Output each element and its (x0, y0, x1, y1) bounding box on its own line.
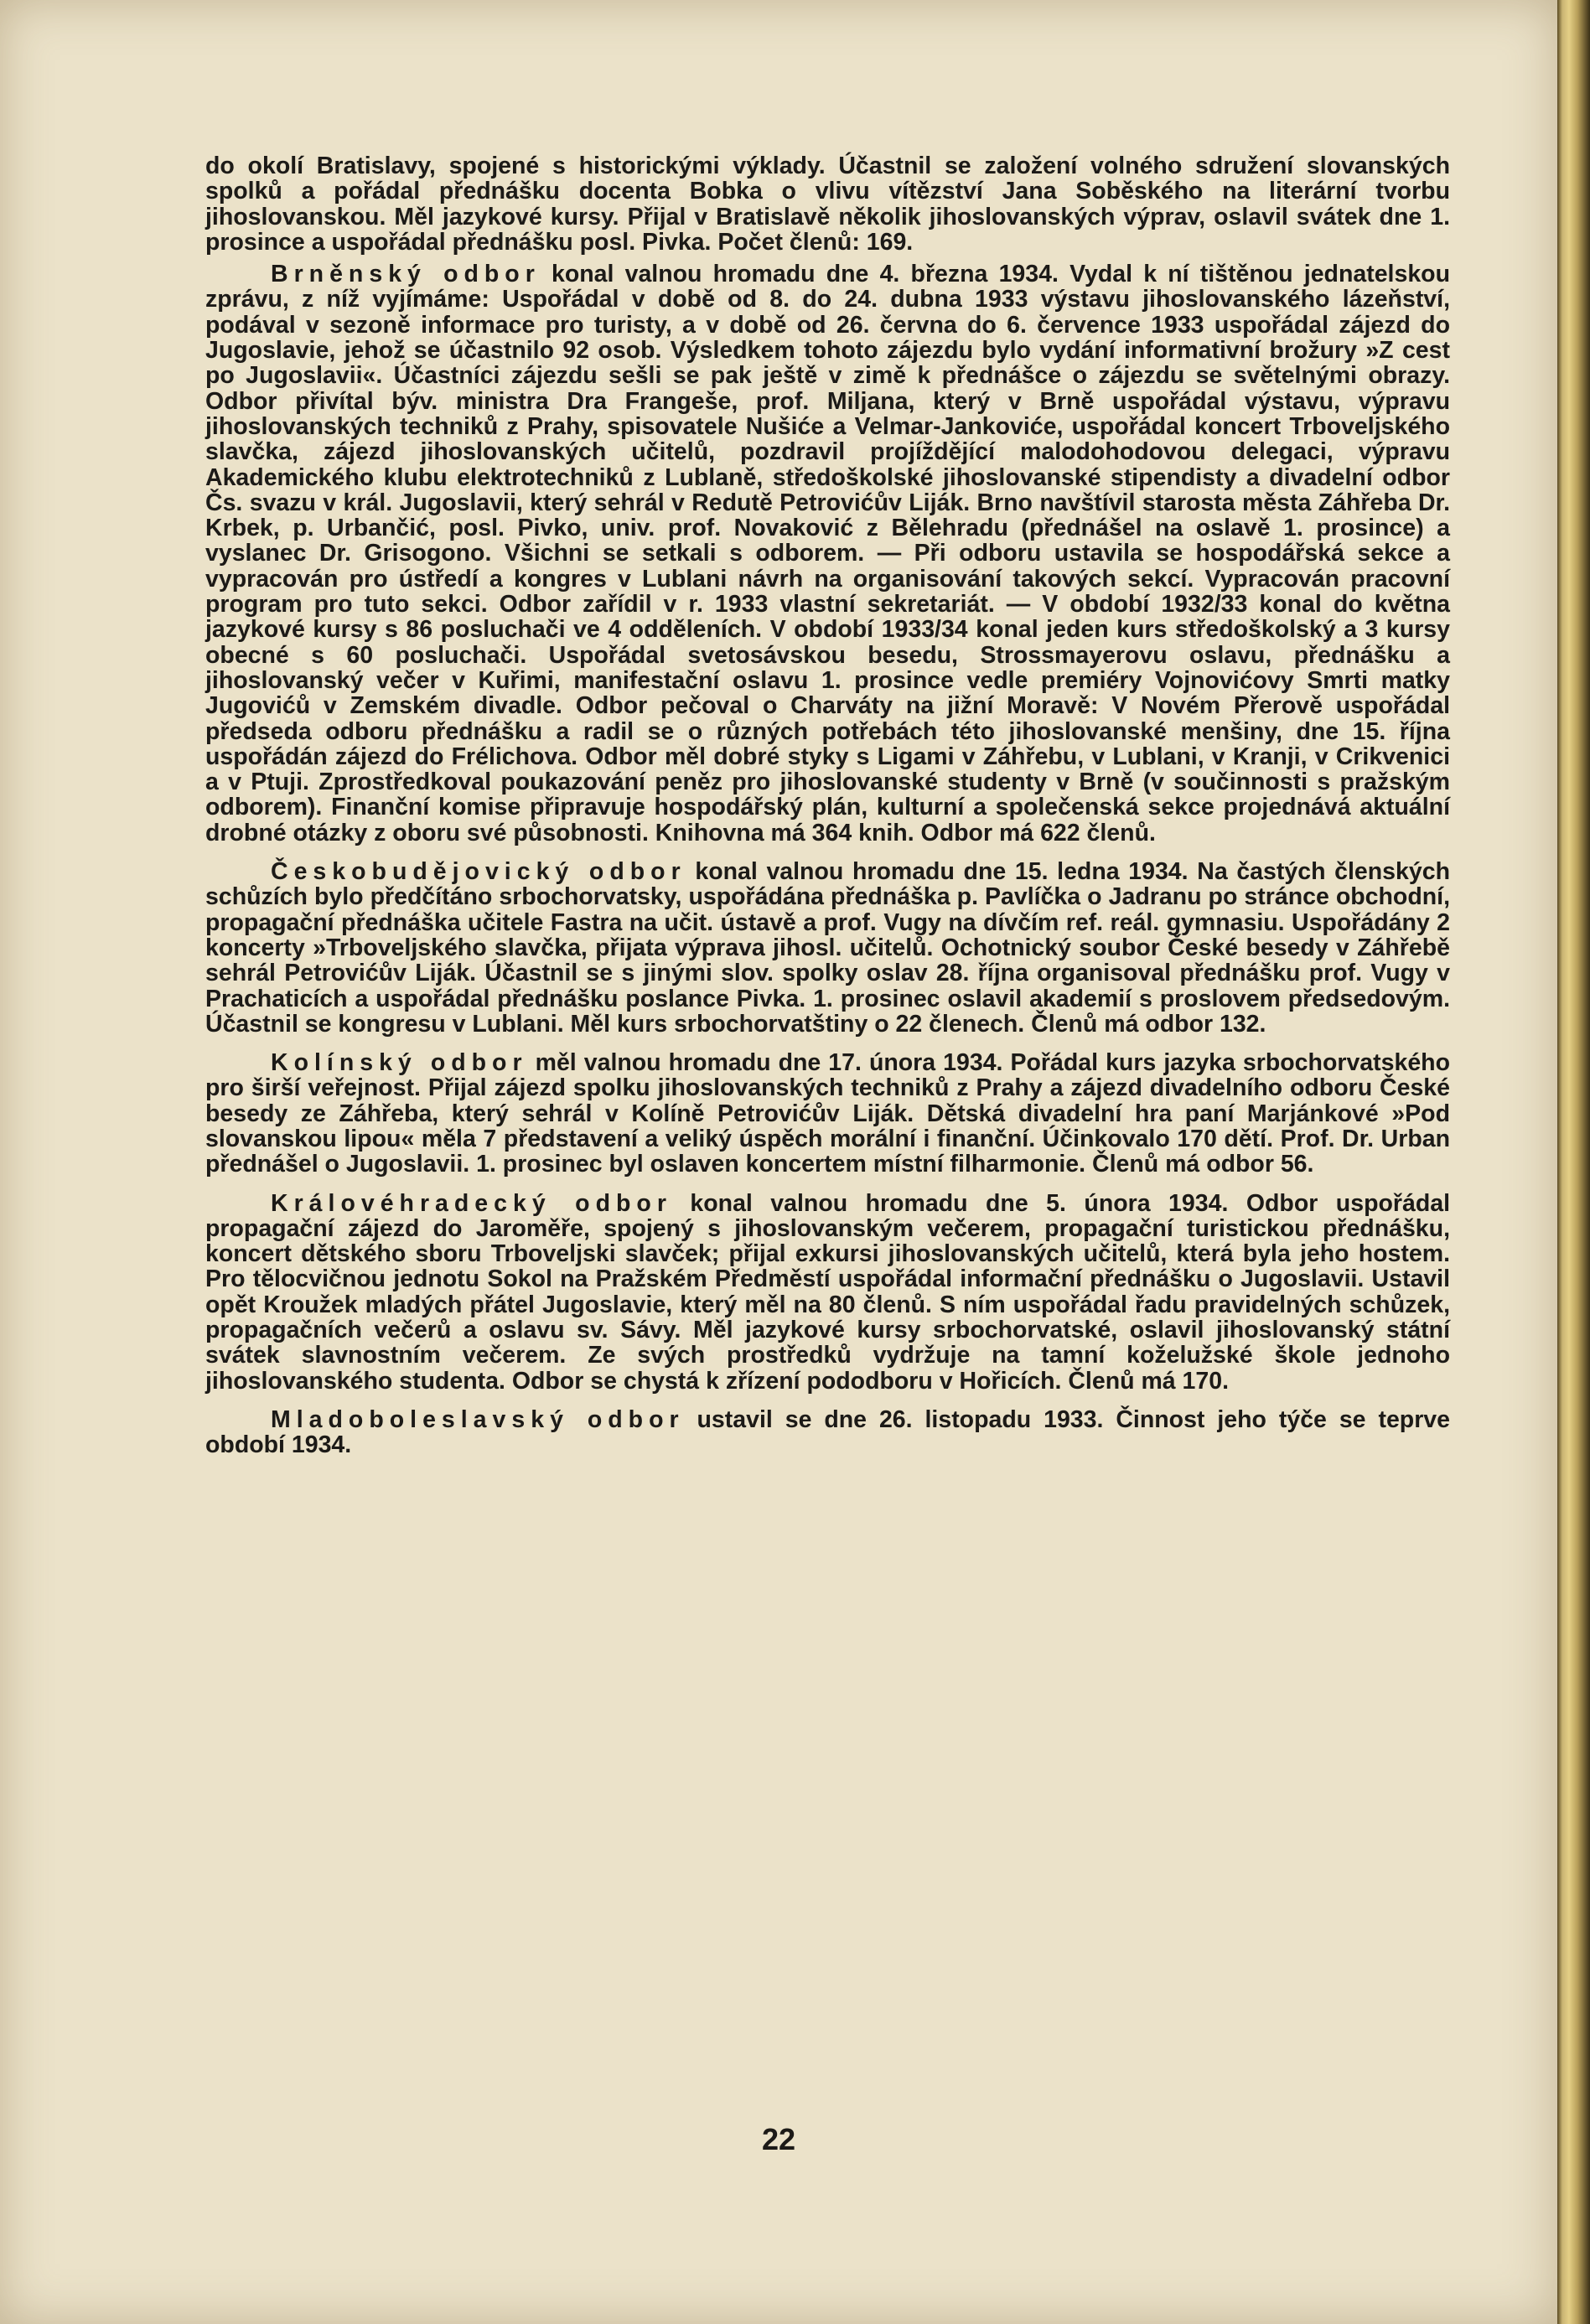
section-lead-mlada-boleslav: Mladoboleslavský odbor (271, 1405, 685, 1433)
paragraph-text: konal valnou hromadu dne 4. března 1934. Vydal k ní tištěnou jednatelskou zprávu, z níž vyjímáme: Uspořádal v době od 8. do 24. dubna 1933 výstavu jihoslovanského lázeňství, podával v sezoně informace pro turisty, a v době od 26. června do 6. července 1933 uspořádal zájezd do Jugoslavie, jehož se účastnilo 92 osob. Výsledkem tohoto zájezdu bylo vydání informativní brožury »Z cest po Jugoslavii«. Účastníci zájezdu sešli se pak ještě v zimě k přednášce o zájezdu se světelnými obrazy. Odbor přivítal býv. ministra Dra Frangeše, prof. Miljana, který v Brně uspořádal výstavu, výpravu jihoslovanských techniků z Prahy, spisovatele Nušiće a Velmar-Jankoviće, uspořádal koncert Trboveljského slavčka, zájezd jihoslovanských učitelů, pozdravil projíždějící malodohodovou delegaci, výpravu Akademického klubu elektrotechniků z Lublaně, středoškolské jihoslovanské stipendisty a divadelní odbor Čs. svazu v král. Jugoslavii, který sehrál v Redutě Petrovićův Liják. Brno navštívil starosta města Záhřeba Dr. Krbek, p. Urbančić, posl. Pivko, univ. prof. Novaković z Bělehradu (přednášel na oslavě 1. prosince) a vyslanec Dr. Grisogono. Všichni se setkali s odborem. — Při odboru ustavila se hospodářská sekce a vypracován pro ústředí a kongres v Lublani návrh na organisování takových sekcí. Vypracován pracovní program pro tuto sekci. Odbor zařídil v r. 1933 vlastní sekretariát. — V období 1932/33 konal do května jazykové kursy s 86 posluchači ve 4 odděleních. V období 1933/34 konal jeden kurs středoškolský a 3 kursy obecné s 60 posluchači. Uspořádal svetosávskou besedu, Strossmayerovu oslavu, přednášku a jihoslovanský večer v Kuřimi, manifestační oslavu 1. prosince vedle premiéry Vojnovićovy Smrti matky Jugovićů v Zemském divadle. Odbor pečoval o Charváty na jižní Moravě: V Novém Přerově uspořádal předseda odboru přednášku a radil se o různých potřebách této jihoslovanské menšiny, dne 15. října uspořádán zájezd do Frélichova. Odbor měl dobré styky s Ligami v Záhřebu, v Lublani, v Kranji, v Crikvenici a v Ptuji. Zprostředkoval poukazování peněz pro jihoslovanské studenty v Brně (v součinnosti s pražským odborem). Finanční komise připravuje hospodářský plán, kulturní a společenská sekce projednává aktuální drobné otázky z oboru své působnosti. Knihovna má 364 knih. Odbor má 622 členů. (205, 261, 1450, 846)
paragraph-ceske-budejovice (205, 859, 1450, 1037)
paragraph-text: konal valnou hromadu dne 15. ledna 1934. Na častých členských schůzích bylo předčítáno srbochorvatsky, uspořádána přednáška p. Pavlíčka o Jadranu po stránce obchodní, propagační přednáška učitele Fastra na učit. ústavě a prof. Vugy na dívčím ref. reál. gymnasiu. Uspořádány 2 koncerty »Trboveljského slavčka, přijata výprava jihosl. učitelů. Ochotnický soubor České besedy v Záhřebě sehrál Petrovićův Liják. Účastnil se s jinými slov. spolky oslav 28. října organisoval přednášku prof. Vugy v Prachaticích a uspořádal přednášku poslance Pivka. 1. prosinec oslavil akademií s proslovem předsedovým. Účastnil se kongresu v Lublani. Měl kurs srbochorvatštiny o 22 členech. Členů má odbor 132. (205, 858, 1450, 1038)
paragraph-mlada-boleslav (205, 1407, 1450, 1458)
paragraph-bratislava-continued (205, 153, 1450, 255)
paragraph-hradec-kralove (205, 1191, 1450, 1394)
section-lead-ceske-budejovice: Českobudějovický odbor (271, 858, 686, 886)
paragraph-text: ustavil se dne 26. listopadu 1933. Činnost jeho týče se teprve období 1934. (205, 1405, 1450, 1459)
paragraph-kolin (205, 1050, 1450, 1177)
report-text (205, 153, 1450, 1472)
paragraph-text: měl valnou hromadu dne 17. února 1934. Pořádal kurs jazyka srbochorvatského pro širší veřejnost. Přijal zájezd spolku jihoslovanských techniků z Prahy a zájezd divadelního odboru České besedy ze Záhřeba, který sehrál v Kolíně Petrovićův Liják. Dětská divadelní hra paní Marjánkové »Pod slovanskou lipou« měla 7 představení a veliký úspěch morální i finanční. Účinkovalo 170 dětí. Prof. Dr. Urban přednášel o Jugoslavii. 1. prosinec byl oslaven koncertem místní filharmonie. Členů má odbor 56. (205, 1049, 1451, 1178)
section-lead-brno: Brněnský odbor (271, 261, 541, 288)
paragraph-brno (205, 261, 1450, 846)
section-lead-hradec-kralove: Královéhradecký odbor (271, 1189, 672, 1217)
paragraph-text: konal valnou hromadu dne 5. února 1934. Odbor uspořádal propagační zájezd do Jaroměře, spojený s jihoslovanským večerem, propagační turistickou přednášku, koncert dětského sboru Trboveljski slavček; přijal exkursi jihoslovanských učitelů, která byla jeho hostem. Pro tělocvičnou jednotu Sokol na Pražském Předměstí uspořádal informační přednášku o Jugoslavii. Ustavil opět Kroužek mladých přátel Jugoslavie, který měl na 80 členů. S ním uspořádal řadu pravidelných schůzek, propagačních večerů a oslavu sv. Sávy. Měl jazykové kursy srbochorvatské, oslavil jihoslovanský státní svátek slavnostním večerem. Ze svých prostředků vydržuje na tamní koželužské škole jednoho jihoslovanského studenta. Odbor se chystá k zřízení pododboru v Hořicích. Členů má 170. (205, 1189, 1450, 1395)
book-spine-edge (1557, 0, 1590, 2324)
page-number: 22 (761, 2122, 796, 2156)
section-lead-kolin: Kolínský odbor (271, 1049, 528, 1077)
paragraph-text: do okolí Bratislavy, spojené s historickými výklady. Účastnil se založení volného sdružení slovanských spolků a pořádal přednášku docenta Bobka o vlivu vítězství Jana Soběského na literární tvorbu jihoslovanskou. Měl jazykové kursy. Přijal v Bratislavě několik jihoslovanských výprav, oslavil svátek dne 1. prosince a uspořádal přednášku posl. Pivka. Počet členů: 169. (205, 153, 1450, 256)
